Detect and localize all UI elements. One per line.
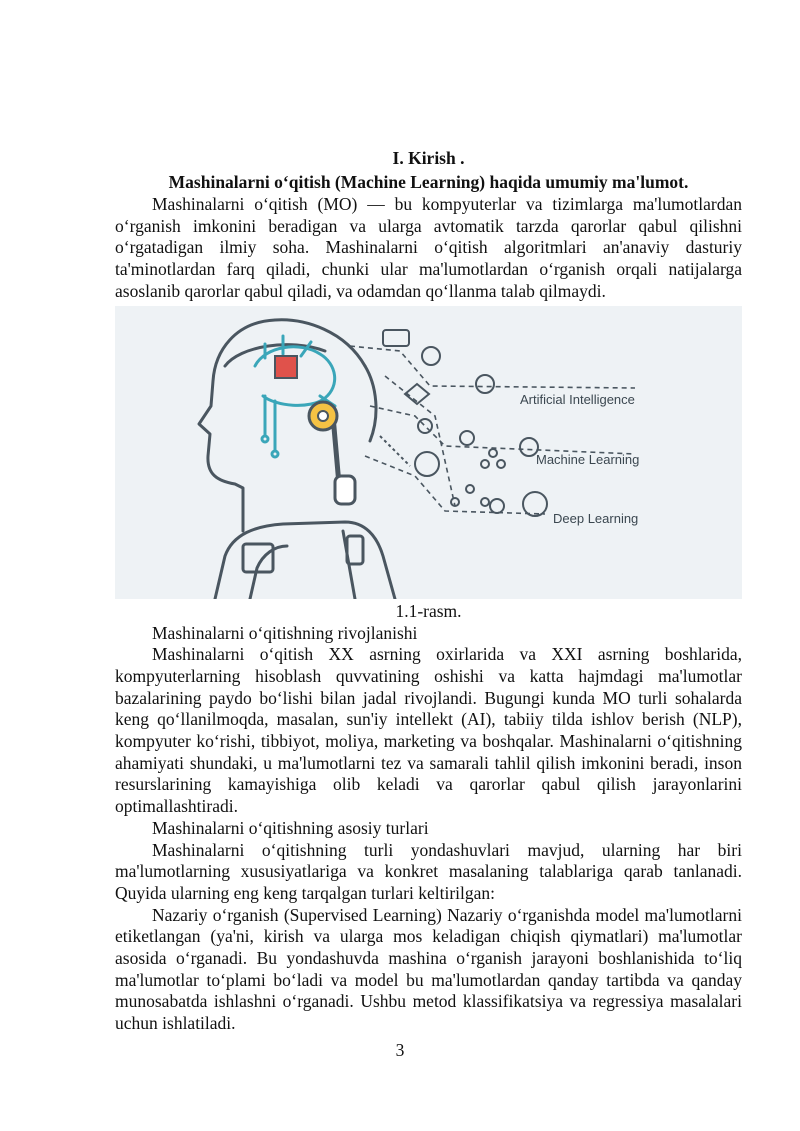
ml-label: Machine Learning: [536, 451, 640, 467]
robot-head-illustration: [115, 306, 742, 599]
section2-paragraph: Mashinalarni o‘qitishning turli yondashuvlari mavjud, ularning har biri ma'lumotlarning xususiyatlariga va konkret masalaning talablariga qarab tanlanadi. Quyida ularning eng keng tarqalgan turlari keltirilgan:: [115, 839, 742, 903]
section1-paragraph: Mashinalarni o‘qitish XX asrning oxirlarida va XXI asrning boshlarida, kompyuterlarning hisoblash quvvatining oshishi va katta hajmdagi ma'lumotlar bazalarining paydo bo‘lishi bilan jadal rivojlandi. Bugungi kunda MO turli sohalarda keng qo‘llanilmoqda, masalan, sun'iy intellekt (AI), tabiiy tilda ishlov berish (NLP), kompyuter ko‘rishi, tibbiyot, moliya, marketing va boshqalar. Mashinalarni o‘qitishning ahamiyati shundaki, u ma'lumotlarni tez va samarali tahlil qilish imkonini beradi, inson resurslarining kamayishiga olib keladi va qarorlar qabul qilish jarayonlarini optimallashtiradi.: [115, 644, 742, 817]
supervised-paragraph: Nazariy o‘rganish (Supervised Learning) Nazariy o‘rganishda model ma'lumotlarni etiketlangan (ya'ni, kirish va ularga mos keladigan chiqish qiymatlari) ma'lumotlar asosida o‘rganadi. Bu yondashuvda mashina o‘rganish jarayoni boshlanishida to‘liq ma'lumotlar to‘plami bo‘ladi va model bu ma'lumotlardan qanday tartibda va qanday munosabatda ishlashni o‘rganadi. Ushbu metod klassifikatsiya va regressiya masalalari uchun ishlatiladi.: [115, 904, 742, 1034]
text-column: [115, 146, 742, 1035]
section-heading: I. Kirish .: [392, 148, 465, 168]
page-title: Mashinalarni o‘qitish (Machine Learning) haqida umumiy ma'lumot.: [168, 172, 689, 192]
section2-subtitle: Mashinalarni o‘qitishning asosiy turlari: [152, 817, 429, 838]
section1-subtitle: Mashinalarni o‘qitishning rivojlanishi: [152, 622, 418, 643]
intro-paragraph: Mashinalarni o‘qitish (MO) — bu kompyuterlar va tizimlarga ma'lumotlardan o‘rganish imkonini beradigan va ularga avtomatik tarzda qarorlar qabul qilishni o‘rgatadigan ilmiy soha. Mashinalarni o‘qitish algoritmlari an'anaviy dasturiy ta'minotlardan farq qiladi, chunki ular ma'lumotlardan o‘rganish orqali natijalarga asoslanib qarorlar qabul qiladi, va odamdan qo‘llanma talab qilmaydi.: [115, 194, 742, 301]
ai-ml-dl-illustration: [115, 306, 742, 599]
ai-label: Artificial Intelligence: [520, 391, 635, 407]
page-number: 3: [395, 1040, 405, 1060]
figure-caption: 1.1-rasm.: [395, 600, 462, 621]
dl-label: Deep Learning: [553, 510, 639, 526]
